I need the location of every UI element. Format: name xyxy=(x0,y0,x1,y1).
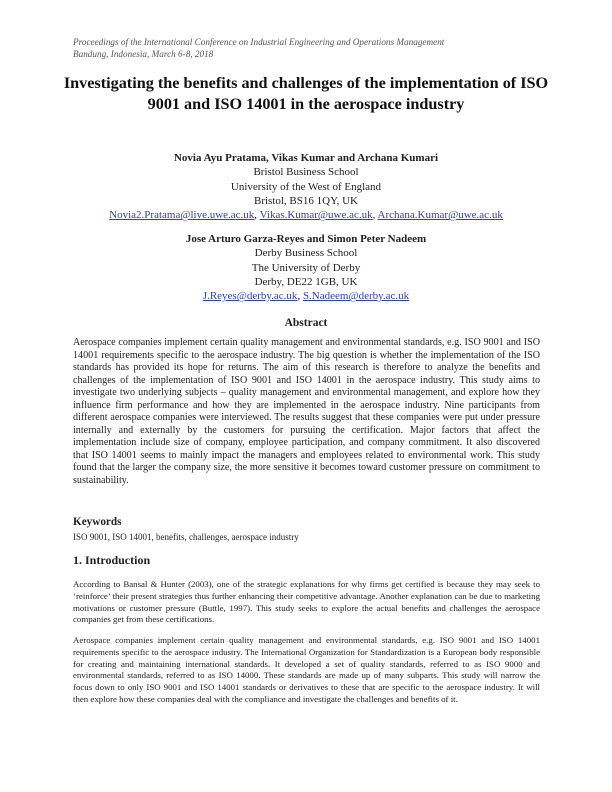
affiliation-line: Bristol, BS16 1QY, UK xyxy=(253,194,358,207)
abstract-heading: Abstract xyxy=(284,317,328,329)
email-separator: , xyxy=(254,209,260,222)
author-names: Jose Arturo Garza-Reyes and Simon Peter Nadeem xyxy=(185,233,427,245)
introduction-paragraph-2: Aerospace companies implement certain quality management and environmental standards, e.g. ISO 9001 and ISO 14001 requirements specific to the aerospace industry. The International Organization for Standardization is a European body responsible for creating and maintaining international standards. It developed a set of quality standards, referred to as ISO 9000 and environmental standards, referred to as ISO 14000. These standards are made up of many subparts. This study will narrow the focus down to only ISO 9001 and ISO 14001 standards or derivatives to these that are specific to the aerospace industry. It will then explore how these companies deal with the compliance and investigate the challenges and benefits of it. xyxy=(73,635,540,704)
header-line-1: Proceedings of the International Conference on Industrial Engineering and Operations Management xyxy=(73,37,445,47)
affiliation-line: Derby Business School xyxy=(254,247,358,260)
email-link[interactable]: Novia2.Pratama@live.uwe.ac.uk xyxy=(109,209,255,222)
author-block-1 xyxy=(60,151,552,222)
email-line xyxy=(60,289,552,303)
keywords-text: ISO 9001, ISO 14001, benefits, challenges, aerospace industry xyxy=(73,532,299,542)
header-line-2: Bandung, Indonesia, March 6-8, 2018 xyxy=(73,49,214,59)
author-names: Novia Ayu Pratama, Vikas Kumar and Archana Kumari xyxy=(173,152,439,164)
introduction-paragraph-1: According to Bansal & Hunter (2003), one of the strategic explanations for why firms get certified is because they may seek to ‘reinforce’ their present strategies thus further enhancing their competitive advantage. Another explanation can be due to marketing motivations or customer pressure (Buttle, 1997). This study seeks to explore the actual benefits and challenges the aerospace companies get from these certifications. xyxy=(73,579,540,625)
email-link[interactable]: J.Reyes@derby.ac.uk xyxy=(202,290,298,303)
email-link[interactable]: Vikas.Kumar@uwe.ac.uk xyxy=(259,209,373,222)
running-header xyxy=(73,36,543,60)
author-block-2 xyxy=(60,232,552,303)
affiliation-line: Derby, DE22 1GB, UK xyxy=(254,275,358,288)
email-line xyxy=(60,208,552,222)
keywords-heading: Keywords xyxy=(73,516,122,528)
paper-title: Investigating the benefits and challenges of the implementation of ISO 9001 and ISO 14001 in the aerospace industry xyxy=(63,74,549,113)
section-heading-introduction: 1. Introduction xyxy=(73,553,151,567)
affiliation-line: University of the West of England xyxy=(230,180,382,193)
abstract-text: Aerospace companies implement certain quality management and environmental standards, e.g. ISO 9001 and ISO 14001 requirements specific to the aerospace industry. The big question is whether the implementation of the ISO standards has provided its hope for returns. The aim of this research is therefore to analyze the benefits and challenges of the implementation of ISO 9001 and ISO 14001 in the aerospace industry. This study aims to investigate two underlying subjects – quality management and environmental management, and explore how they influence firm performance and how they are implemented in the aerospace industry. Nine participants from different aerospace companies were interviewed. The results suggest that these companies were put under pressure internally and externally by the customers for pursuing the certification. Major factors that affect the implementation include size of company, employee participation, and company commitment. It also discovered that ISO 14001 seems to mainly impact the managers and employees related to environmental work. This study found that the larger the company size, the more sensitive it becomes toward customer pressure on commitment to sustainability. xyxy=(73,337,540,487)
email-link[interactable]: S.Nadeem@derby.ac.uk xyxy=(302,290,410,303)
affiliation-line: Bristol Business School xyxy=(253,166,359,179)
email-separator: , xyxy=(297,290,303,303)
affiliation-line: The University of Derby xyxy=(251,261,361,274)
email-separator: , xyxy=(372,209,378,222)
email-link[interactable]: Archana.Kumar@uwe.ac.uk xyxy=(377,209,503,222)
